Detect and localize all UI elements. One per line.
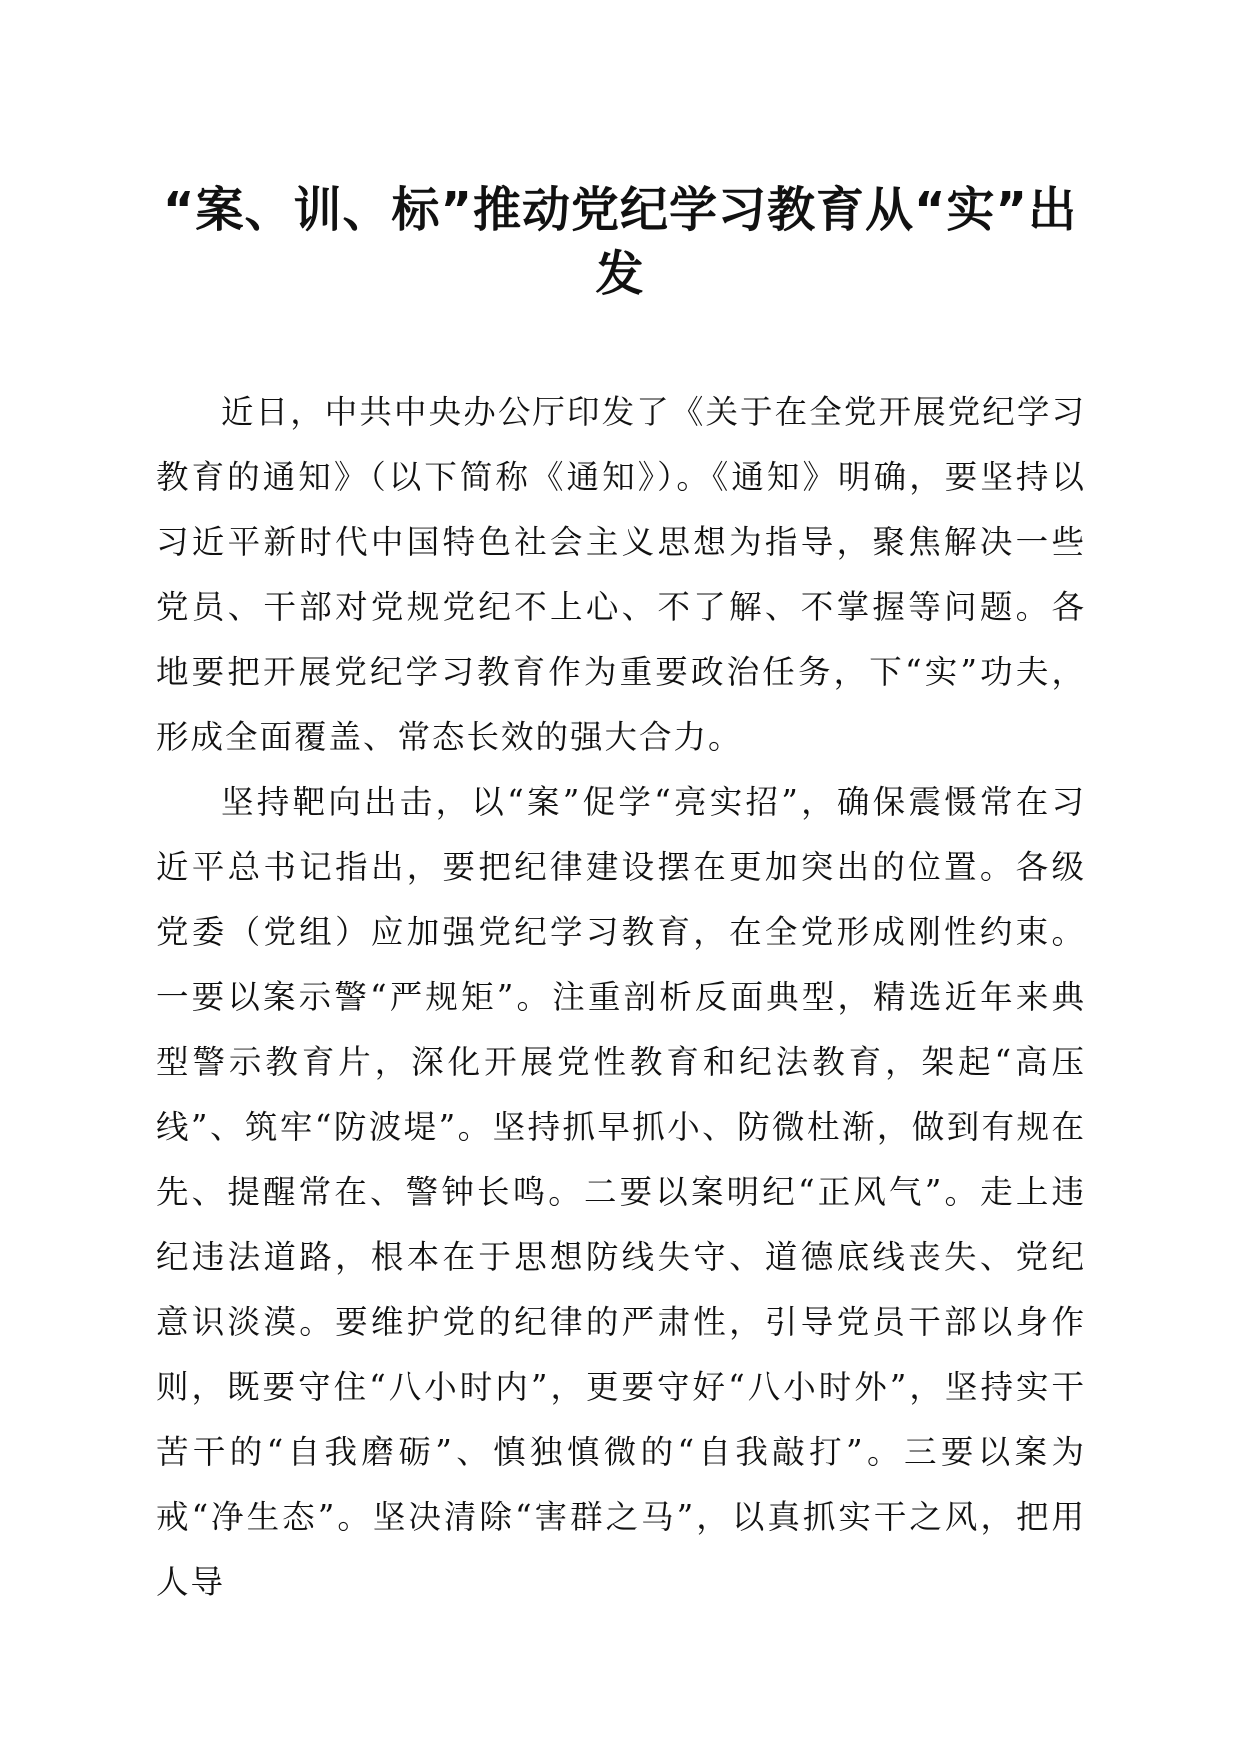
document-title: “案、训、标”推动党纪学习教育从“实”出发 [162,182,1078,302]
paragraph-1: 近日，中共中央办公厅印发了《关于在全党开展党纪学习教育的通知》（以下简称《通知》）。《通知》明确，要坚持以习近平新时代中国特色社会主义思想为指导，聚焦解决一些党员、干部对党规党纪不上心、不了解、不掌握等问题。各地要把开展党纪学习教育作为重要政治任务，下“实”功夫，形成全面覆盖、常态长效的强大合力。 [156,393,1086,756]
paragraph-2: 坚持靶向出击，以“案”促学“亮实招”，确保震慑常在习近平总书记指出，要把纪律建设摆在更加突出的位置。各级党委（党组）应加强党纪学习教育，在全党形成刚性约束。一要以案示警“严规矩”。注重剖析反面典型，精选近年来典型警示教育片，深化开展党性教育和纪法教育，架起“高压线”、筑牢“防波堤”。坚持抓早抓小、防微杜渐，做到有规在先、提醒常在、警钟长鸣。二要以案明纪“正风气”。走上违纪违法道路，根本在于思想防线失守、道德底线丧失、党纪意识淡漠。要维护党的纪律的严肃性，引导党员干部以身作则，既要守住“八小时内”，更要守好“八小时外”，坚持实干苦干的“自我磨砺”、慎独慎微的“自我敲打”。三要以案为戒“净生态”。坚决清除“害群之马”，以真抓实干之风，把用人导 [156,783,1086,1601]
document-body [156,380,1086,1615]
